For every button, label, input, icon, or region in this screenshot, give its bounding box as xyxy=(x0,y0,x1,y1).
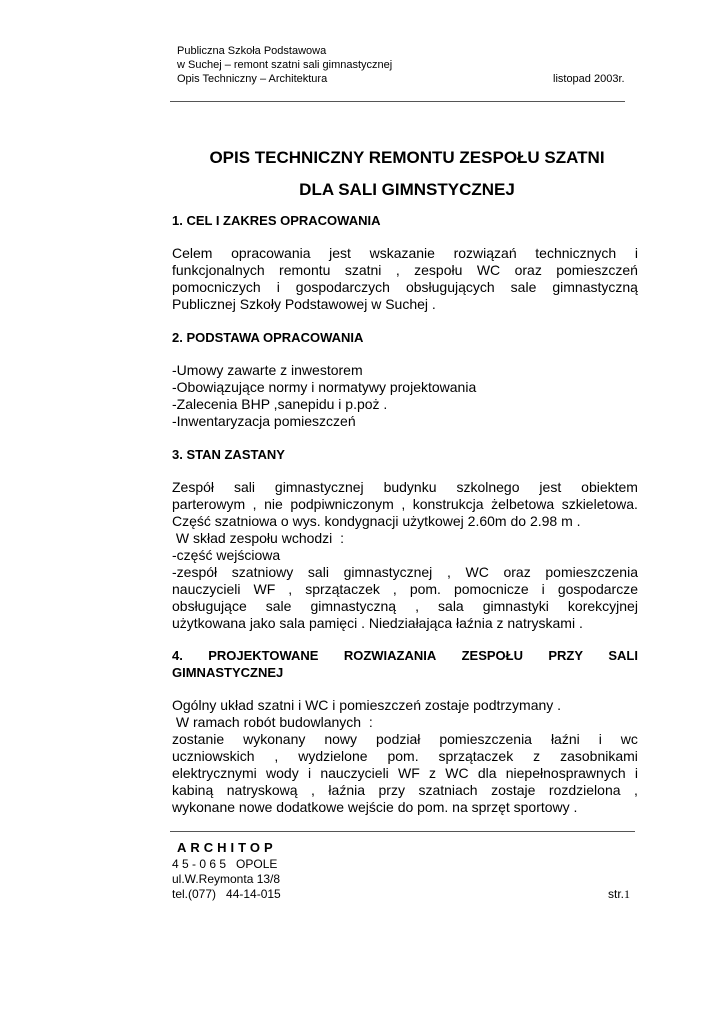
word: nowy xyxy=(324,731,358,747)
word: i xyxy=(276,279,280,295)
word: sala xyxy=(438,598,464,614)
word: gimnastycznej xyxy=(343,564,433,580)
word: sali xyxy=(307,564,329,580)
text-line: wykonane nowe dodatkowe wejście do pom. na sprzęt sportowy . xyxy=(172,799,578,815)
text-line xyxy=(172,731,638,748)
footer-street: ul.W.Reymonta 13/8 xyxy=(172,872,281,886)
word: i xyxy=(634,765,638,781)
text-line xyxy=(172,765,638,782)
word: pomieszczeń xyxy=(556,262,638,278)
word: uczniowskich xyxy=(172,748,255,764)
word: PROJEKTOWANE xyxy=(208,648,319,663)
section-2-heading: 2. PODSTAWA OPRACOWANIA xyxy=(172,330,364,345)
word: -zespół xyxy=(172,564,218,580)
word: podpiwniczonym xyxy=(290,496,394,512)
word: sale xyxy=(510,279,537,295)
word: wydzielone xyxy=(298,748,368,764)
word: pomieszczenia xyxy=(545,564,638,580)
list-item: -Obowiązujące normy i normatywy projektowania xyxy=(172,379,477,395)
text-line xyxy=(172,581,638,598)
word: obiektem xyxy=(581,479,638,495)
word: pom. xyxy=(387,748,419,764)
word: szkolnego xyxy=(456,479,520,495)
word: obsługujących xyxy=(405,279,495,295)
word: elektrycznymi xyxy=(172,765,257,781)
word: WC xyxy=(476,262,501,278)
word: , xyxy=(288,581,293,597)
page-number-prefix: str. xyxy=(608,887,625,901)
word: pomocnicze xyxy=(453,581,529,597)
header-divider xyxy=(170,101,625,102)
text-line: Publicznej Szkoły Podstawowej w Suchej . xyxy=(172,296,436,312)
footer-phone: tel.(077) 44-14-015 xyxy=(172,887,281,901)
word: szatniach xyxy=(418,782,478,798)
word: i xyxy=(541,581,545,597)
header-document-type: Opis Techniczny – Architektura xyxy=(177,73,328,85)
word: nauczycieli xyxy=(172,581,241,597)
word: technicznych xyxy=(535,245,617,261)
word: zostaje xyxy=(491,782,536,798)
text-line xyxy=(172,479,638,496)
section-2-list xyxy=(172,362,638,430)
text-line: użytkowana jako sala pamięci . Niedziałająca łaźnia z natryskami . xyxy=(172,615,583,631)
word: WC xyxy=(445,765,469,781)
word: szatniowy xyxy=(231,564,294,580)
word: , xyxy=(395,262,400,278)
document-title-line-1: OPIS TECHNICZNY REMONTU ZESPOŁU SZATNI xyxy=(209,148,605,167)
word: nie xyxy=(264,496,283,512)
word: opracowania xyxy=(231,245,311,261)
word: , xyxy=(634,782,638,798)
word: rozdzielona xyxy=(548,782,621,798)
word: Celem xyxy=(172,245,213,261)
text-line xyxy=(172,279,638,296)
word: niepełnosprawnych xyxy=(505,765,626,781)
word: , xyxy=(252,496,257,512)
word: 4. xyxy=(172,648,183,663)
header-school-name: Publiczna Szkoła Podstawowa xyxy=(177,45,327,57)
word: sale xyxy=(265,598,292,614)
word: szatni xyxy=(344,262,382,278)
text-line: Ogólny układ szatni i WC i pomieszczeń zostaje podtrzymany . xyxy=(172,697,562,713)
word: nauczycieli xyxy=(320,765,389,781)
text-line: W ramach robót budowlanych : xyxy=(172,714,373,730)
text-line: Część szatniowa o wys. kondygnacji użytkowej 2.60m do 2.98 m . xyxy=(172,513,581,529)
footer-postal-city: 4 5 - 0 6 5 OPOLE xyxy=(172,857,278,871)
word: obsługujące xyxy=(172,598,247,614)
text-line: W skład zespołu wchodzi : xyxy=(172,530,344,546)
word: zespołu xyxy=(414,262,463,278)
word: gospodarczych xyxy=(295,279,390,295)
word: rozwiązań xyxy=(453,245,517,261)
word: konstrukcja xyxy=(412,496,484,512)
word: i xyxy=(598,731,602,747)
word: budynku xyxy=(383,479,437,495)
list-item: -Inwentaryzacja pomieszczeń xyxy=(172,413,356,429)
word: dla xyxy=(477,765,497,781)
word: WF xyxy=(253,581,276,597)
footer-divider xyxy=(170,831,635,832)
word: podział xyxy=(376,731,421,747)
word: gospodarcze xyxy=(557,581,638,597)
word: SALI xyxy=(608,648,638,663)
header-project-name: w Suchej – remont szatni sali gimnastycznej xyxy=(177,59,393,71)
word: przy xyxy=(378,782,405,798)
document-title-line-2: DLA SALI GIMNSTYCZNEJ xyxy=(299,180,515,199)
word: gimnastyczną xyxy=(552,279,638,295)
header-date: listopad 2003r. xyxy=(553,73,625,85)
word: wody xyxy=(266,765,299,781)
word: wskazanie xyxy=(369,245,435,261)
word: łaźni xyxy=(550,731,580,747)
word: jest xyxy=(329,245,351,261)
word: natryskową xyxy=(226,782,298,798)
word: gimnastyki xyxy=(482,598,549,614)
word: z xyxy=(429,765,437,781)
word: oraz xyxy=(503,564,531,580)
section-4-heading-line-1 xyxy=(172,647,638,664)
section-3-paragraph xyxy=(172,479,638,632)
word: sali xyxy=(233,479,255,495)
word: , xyxy=(401,496,406,512)
word: Zespół xyxy=(172,479,215,495)
section-4-heading xyxy=(172,647,638,681)
section-4-paragraph xyxy=(172,697,638,816)
footer-company-name: ARCHITOP xyxy=(177,840,277,855)
word: WF xyxy=(398,765,420,781)
word: pomocniczych xyxy=(172,279,261,295)
word: pom. xyxy=(409,581,441,597)
list-item: -Zalecenia BHP ,sanepidu i p.poż . xyxy=(172,396,388,412)
word: sprzątaczek xyxy=(305,581,380,597)
word: PRZY xyxy=(548,648,584,663)
word: zasobnikami xyxy=(560,748,638,764)
word: szkieletowa. xyxy=(561,496,638,512)
text-line xyxy=(172,245,638,262)
word: , xyxy=(311,782,315,798)
word: jest xyxy=(539,479,562,495)
word: sprzątaczek xyxy=(438,748,514,764)
text-line xyxy=(172,782,638,799)
word: gimnastyczną xyxy=(310,598,397,614)
word: oraz xyxy=(514,262,542,278)
text-line xyxy=(172,748,638,765)
word: , xyxy=(446,564,451,580)
section-1-paragraph xyxy=(172,245,638,313)
word: korekcyjnej xyxy=(567,598,638,614)
text-line xyxy=(172,564,638,581)
section-4-heading-line-2: GIMNASTYCZNEJ xyxy=(172,665,284,680)
word: żelbetowa xyxy=(491,496,555,512)
list-item: -Umowy zawarte z inwestorem xyxy=(172,362,363,378)
word: i xyxy=(634,245,638,261)
word: remontu xyxy=(279,262,331,278)
text-line: -część wejściowa xyxy=(172,547,281,563)
word: łaźnia xyxy=(328,782,366,798)
word: pomieszczenia xyxy=(439,731,532,747)
word: zostanie xyxy=(172,731,225,747)
word: wc xyxy=(620,731,638,747)
word: , xyxy=(392,581,397,597)
text-line xyxy=(172,496,638,513)
word: wykonany xyxy=(243,731,306,747)
word: , xyxy=(415,598,419,614)
word: z xyxy=(533,748,541,764)
section-1-heading: 1. CEL I ZAKRES OPRACOWANIA xyxy=(172,213,381,228)
word: ROZWIAZANIA xyxy=(343,648,437,663)
page-number xyxy=(608,887,630,902)
page-number-value: 1 xyxy=(624,887,631,901)
word: parterowym xyxy=(172,496,246,512)
word: , xyxy=(274,748,279,764)
text-line xyxy=(172,598,638,615)
word: i xyxy=(307,765,312,781)
word: ZESPOŁU xyxy=(461,648,523,663)
word: kabiną xyxy=(172,782,214,798)
word: gimnastycznej xyxy=(274,479,364,495)
word: funkcjonalnych xyxy=(172,262,265,278)
text-line xyxy=(172,262,638,279)
section-3-heading: 3. STAN ZASTANY xyxy=(172,447,285,462)
word: WC xyxy=(465,564,489,580)
